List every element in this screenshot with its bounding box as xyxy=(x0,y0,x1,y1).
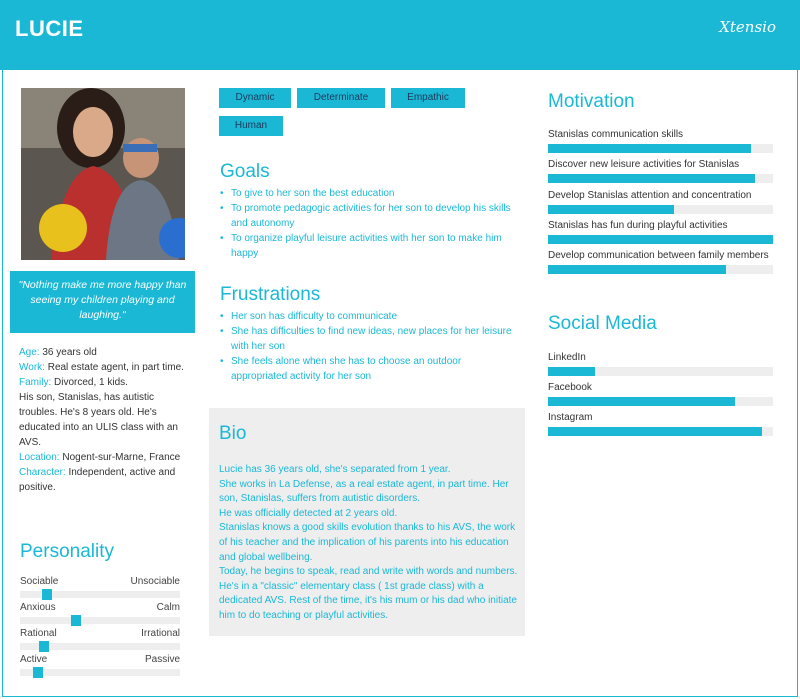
list-item: • To promote pedagogic activities for her son to develop his skills and autonomy xyxy=(220,201,520,231)
frustrations-title: Frustrations xyxy=(220,284,321,305)
bar-track xyxy=(548,397,773,406)
tag-determinate: Determinate xyxy=(297,88,385,108)
age-value: 36 years old xyxy=(39,347,97,358)
list-item: • To give to her son the best education xyxy=(220,186,520,201)
list-item: • She feels alone when she has to choose an outdoor appropriated activity for her son xyxy=(220,354,520,384)
location-value: Nogent-sur-Marne, France xyxy=(59,452,181,463)
motivation-bar xyxy=(548,127,773,153)
motivation-bar xyxy=(548,248,773,274)
social-media-title: Social Media xyxy=(548,313,657,334)
list-item: • Her son has difficulty to communicate xyxy=(220,309,520,324)
bar-label: Discover new leisure activities for Stanislas xyxy=(548,159,740,170)
slider-knob xyxy=(71,615,81,626)
bio-paragraph: He was officially detected at 2 years old. xyxy=(219,507,398,519)
slider-right-label: Calm xyxy=(156,602,180,613)
bar-fill xyxy=(548,205,674,214)
bar-label: Stanislas communication skills xyxy=(548,129,684,140)
bar-label: LinkedIn xyxy=(548,352,586,363)
work-label: Work: xyxy=(19,362,45,373)
tag-dynamic: Dynamic xyxy=(219,88,291,108)
bio-panel xyxy=(209,408,525,636)
age-label: Age: xyxy=(19,347,40,358)
character-value: Independent, active and positive. xyxy=(19,467,176,493)
bio-text xyxy=(219,463,519,624)
slider-left-label: Anxious xyxy=(20,602,56,613)
persona-name: LUCIE xyxy=(15,16,84,41)
bar-label: Instagram xyxy=(548,412,593,423)
goals-list xyxy=(220,186,520,261)
tag-empathic: Empathic xyxy=(391,88,465,108)
bar-label: Stanislas has fun during playful activities xyxy=(548,220,728,231)
bar-fill xyxy=(548,367,595,376)
goals-title: Goals xyxy=(220,161,270,182)
family-details: His son, Stanislas, has autistic troubles. He's 8 years old. He's educated into an ULIS class with an AVS. xyxy=(19,392,178,448)
persona-info xyxy=(19,345,194,495)
motivation-title: Motivation xyxy=(548,91,635,112)
frustrations-list xyxy=(220,309,520,384)
bar-track xyxy=(548,144,773,153)
bar-fill xyxy=(548,427,762,436)
bar-fill xyxy=(548,235,773,244)
slider-left-label: Rational xyxy=(20,628,57,639)
header-bar xyxy=(0,0,800,70)
family-value: Divorced, 1 kids. xyxy=(51,377,128,388)
bio-paragraph: Today, he begins to speak, read and write with words and numbers. He's in a "classic" elementary class ( 1st grade class) with a dedicated AVS. Rest of the time, it's his mum or his dad who initiate him to do teaching or playful activities. xyxy=(219,566,518,621)
bio-paragraph: Lucie has 36 years old, she's separated from 1 year. xyxy=(219,464,451,475)
slider-right-label: Unsociable xyxy=(130,576,180,587)
bar-label: Develop Stanislas attention and concentration xyxy=(548,190,752,201)
list-item: • She has difficulties to find new ideas, new places for her leisure with her son xyxy=(220,324,520,354)
slider-left-label: Sociable xyxy=(20,576,59,587)
info-location xyxy=(19,450,194,465)
social-bar-instagram xyxy=(548,410,773,436)
character-label: Character: xyxy=(19,467,66,478)
bar-fill xyxy=(548,174,755,183)
bar-label: Develop communication between family members xyxy=(548,250,769,261)
slider-left-label: Active xyxy=(20,654,48,665)
persona-quote: "Nothing make me more happy than seeing my children playing and laughing." xyxy=(10,271,195,333)
bar-fill xyxy=(548,265,726,274)
info-family xyxy=(19,375,194,390)
list-item: • To organize playful leisure activities with her son to make him happy xyxy=(220,231,520,261)
slider-knob xyxy=(33,667,43,678)
slider-knob xyxy=(39,641,49,652)
info-work xyxy=(19,360,194,375)
photo-illustration xyxy=(21,88,185,260)
personality-title: Personality xyxy=(20,541,114,562)
bio-paragraph: She works in La Defense, as a real estate agent, in part time. Her son, Stanislas, suffers from autistic disorders. xyxy=(219,478,509,505)
motivation-bar xyxy=(548,188,773,214)
brand-logo: Xtensio xyxy=(719,18,776,36)
bar-fill xyxy=(548,144,751,153)
slider-right-label: Passive xyxy=(144,654,180,665)
social-bar-facebook xyxy=(548,380,773,406)
bar-track xyxy=(548,174,773,183)
bio-title: Bio xyxy=(219,423,247,444)
bar-track xyxy=(548,205,773,214)
slider-right-label: Irrational xyxy=(141,628,180,639)
bar-track xyxy=(548,427,773,436)
bar-track xyxy=(548,235,773,244)
motivation-bar xyxy=(548,157,773,183)
info-age xyxy=(19,345,194,360)
info-character xyxy=(19,465,194,495)
bio-paragraph: Stanislas knows a good skills evolution thanks to his AVS, the work of his teacher and the implication of his parents into his education and global wellbeing. xyxy=(219,522,516,563)
persona-photo xyxy=(21,88,185,260)
motivation-bar xyxy=(548,218,773,244)
location-label: Location: xyxy=(19,452,60,463)
slider-knob xyxy=(42,589,52,600)
tag-human: Human xyxy=(219,116,283,136)
bar-fill xyxy=(548,397,735,406)
bar-track xyxy=(548,265,773,274)
work-value: Real estate agent, in part time. xyxy=(44,362,184,373)
family-label: Family: xyxy=(19,377,52,388)
bar-label: Facebook xyxy=(548,382,592,393)
slider-track xyxy=(20,617,180,624)
bar-track xyxy=(548,367,773,376)
slider-track xyxy=(20,669,180,676)
social-bar-linkedin xyxy=(548,350,773,376)
